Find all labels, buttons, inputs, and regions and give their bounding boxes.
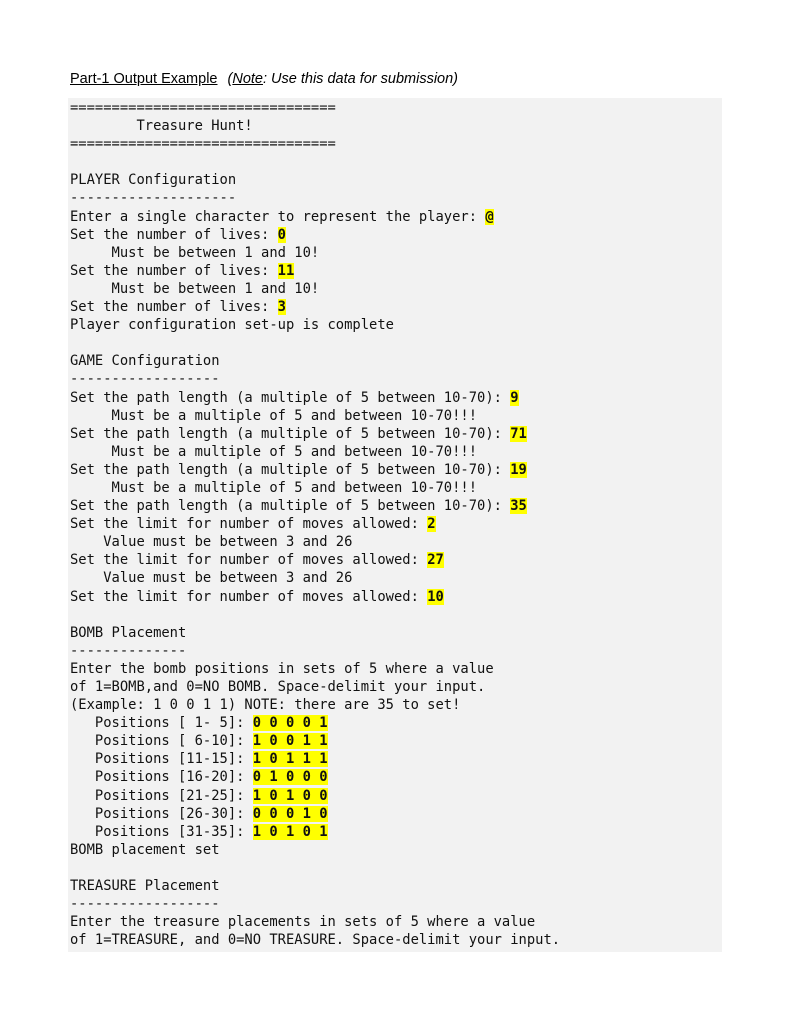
console-line xyxy=(70,660,722,678)
document-heading xyxy=(70,71,458,87)
console-text: ================================ xyxy=(70,100,336,116)
console-line xyxy=(70,913,722,931)
console-line xyxy=(70,569,722,587)
console-text: BOMB placement set xyxy=(70,841,220,858)
console-line xyxy=(70,588,722,606)
console-line xyxy=(70,153,722,171)
console-line xyxy=(70,805,722,823)
console-line xyxy=(70,407,722,425)
console-line xyxy=(70,334,722,352)
console-text: Must be a multiple of 5 and between 10-70!!! xyxy=(70,407,478,424)
user-input-value: 0 0 0 1 0 xyxy=(252,805,328,822)
console-text: Enter the bomb positions in sets of 5 where a value xyxy=(70,660,494,677)
heading-note-rest: : Use this data for submission) xyxy=(262,71,459,87)
heading-title: Part-1 Output Example xyxy=(70,71,218,87)
console-line xyxy=(70,425,722,443)
console-text: -------------- xyxy=(70,642,187,659)
console-line xyxy=(70,895,722,913)
console-line xyxy=(70,461,722,479)
user-input-value: 2 xyxy=(427,516,436,533)
console-text: Positions [21-25]: xyxy=(70,787,253,804)
console-text: ================================ xyxy=(70,136,336,153)
console-text: Treasure Hunt! xyxy=(70,118,253,135)
console-line xyxy=(70,389,722,407)
user-input-value: 9 xyxy=(510,389,519,406)
console-text: Enter a single character to represent the player: xyxy=(70,208,486,225)
heading-note-open: ( xyxy=(227,71,233,87)
user-input-value: 27 xyxy=(427,552,444,569)
console-text: of 1=BOMB,and 0=NO BOMB. Space-delimit your input. xyxy=(70,679,486,695)
console-line xyxy=(70,877,722,895)
console-line xyxy=(70,696,722,714)
console-line xyxy=(70,117,722,135)
console-text: Positions [16-20]: xyxy=(70,769,253,786)
console-output-block xyxy=(68,98,722,952)
console-line xyxy=(70,750,722,768)
user-input-value: 1 0 1 1 1 xyxy=(252,751,328,768)
user-input-value: 35 xyxy=(510,498,527,515)
console-text: PLAYER Configuration xyxy=(70,172,237,189)
console-text: ------------------ xyxy=(70,896,220,913)
console-line xyxy=(70,551,722,569)
console-text: Must be a multiple of 5 and between 10-70!!! xyxy=(70,443,478,460)
console-text: ------------------ xyxy=(70,371,220,388)
console-line xyxy=(70,642,722,660)
console-line xyxy=(70,624,722,642)
heading-note xyxy=(228,71,459,87)
console-text: Value must be between 3 and 26 xyxy=(70,534,353,551)
console-text: Set the number of lives: xyxy=(70,262,278,279)
console-text: Set the limit for number of moves allowed: xyxy=(70,552,428,569)
console-text: Value must be between 3 and 26 xyxy=(70,570,353,587)
console-line xyxy=(70,823,722,841)
user-input-value: 0 xyxy=(277,226,286,243)
console-line xyxy=(70,497,722,515)
console-line xyxy=(70,99,722,117)
console-text: Must be between 1 and 10! xyxy=(70,280,320,297)
console-line xyxy=(70,678,722,696)
console-text: Set the limit for number of moves allowed: xyxy=(70,588,428,605)
console-text: of 1=TREASURE, and 0=NO TREASURE. Space-delimit your input. xyxy=(70,932,561,949)
console-text: Set the number of lives: xyxy=(70,299,278,316)
console-text: Set the limit for number of moves allowed: xyxy=(70,516,428,533)
console-text: Must be a multiple of 5 and between 10-70!!! xyxy=(70,479,478,496)
user-input-value: 11 xyxy=(277,262,295,279)
console-line xyxy=(70,298,722,316)
console-line xyxy=(70,841,722,859)
console-line xyxy=(70,515,722,533)
console-line xyxy=(70,189,722,207)
console-line xyxy=(70,262,722,280)
console-text: Player configuration set-up is complete xyxy=(70,317,394,334)
console-line xyxy=(70,443,722,461)
user-input-value: 1 0 1 0 0 xyxy=(252,787,328,804)
console-line xyxy=(70,768,722,786)
console-text: Set the path length (a multiple of 5 between 10-70): xyxy=(70,498,511,515)
user-input-value: 3 xyxy=(277,299,286,316)
user-input-value: 71 xyxy=(510,425,527,442)
console-text: Set the number of lives: xyxy=(70,226,278,243)
console-line xyxy=(70,787,722,805)
console-text: Positions [26-30]: xyxy=(70,805,253,822)
user-input-value: 0 1 0 0 0 xyxy=(252,769,328,786)
user-input-value: 1 0 1 0 1 xyxy=(252,823,328,840)
console-text: Set the path length (a multiple of 5 between 10-70): xyxy=(70,461,511,478)
user-input-value: 10 xyxy=(427,588,444,605)
console-line xyxy=(70,732,722,750)
console-line xyxy=(70,859,722,877)
console-text: -------------------- xyxy=(70,190,237,207)
console-text: (Example: 1 0 0 1 1) NOTE: there are 35 to set! xyxy=(70,697,461,714)
console-line xyxy=(70,931,722,949)
console-text: Positions [11-15]: xyxy=(70,751,253,768)
user-input-value: 19 xyxy=(510,461,527,478)
console-line xyxy=(70,352,722,370)
console-text: Set the path length (a multiple of 5 between 10-70): xyxy=(70,389,511,406)
console-line xyxy=(70,370,722,388)
console-text: Positions [ 6-10]: xyxy=(70,733,253,750)
user-input-value: @ xyxy=(485,208,494,225)
console-line xyxy=(70,479,722,497)
console-line xyxy=(70,316,722,334)
console-line xyxy=(70,135,722,153)
console-text: TREASURE Placement xyxy=(70,878,220,895)
console-text: Set the path length (a multiple of 5 between 10-70): xyxy=(70,425,511,442)
console-text: Enter the treasure placements in sets of 5 where a value xyxy=(70,914,536,931)
console-text: Must be between 1 and 10! xyxy=(70,244,320,261)
console-line xyxy=(70,244,722,262)
heading-note-word: Note xyxy=(232,71,263,87)
console-line xyxy=(70,171,722,189)
user-input-value: 0 0 0 0 1 xyxy=(252,715,328,732)
console-line xyxy=(70,714,722,732)
console-line xyxy=(70,226,722,244)
console-line xyxy=(70,533,722,551)
console-text: Positions [ 1- 5]: xyxy=(70,715,253,732)
console-text: BOMB Placement xyxy=(70,624,187,641)
user-input-value: 1 0 0 1 1 xyxy=(252,733,328,750)
console-text: GAME Configuration xyxy=(70,353,220,370)
console-text: Positions [31-35]: xyxy=(70,823,253,840)
console-line xyxy=(70,280,722,298)
console-line xyxy=(70,208,722,226)
console-line xyxy=(70,606,722,624)
